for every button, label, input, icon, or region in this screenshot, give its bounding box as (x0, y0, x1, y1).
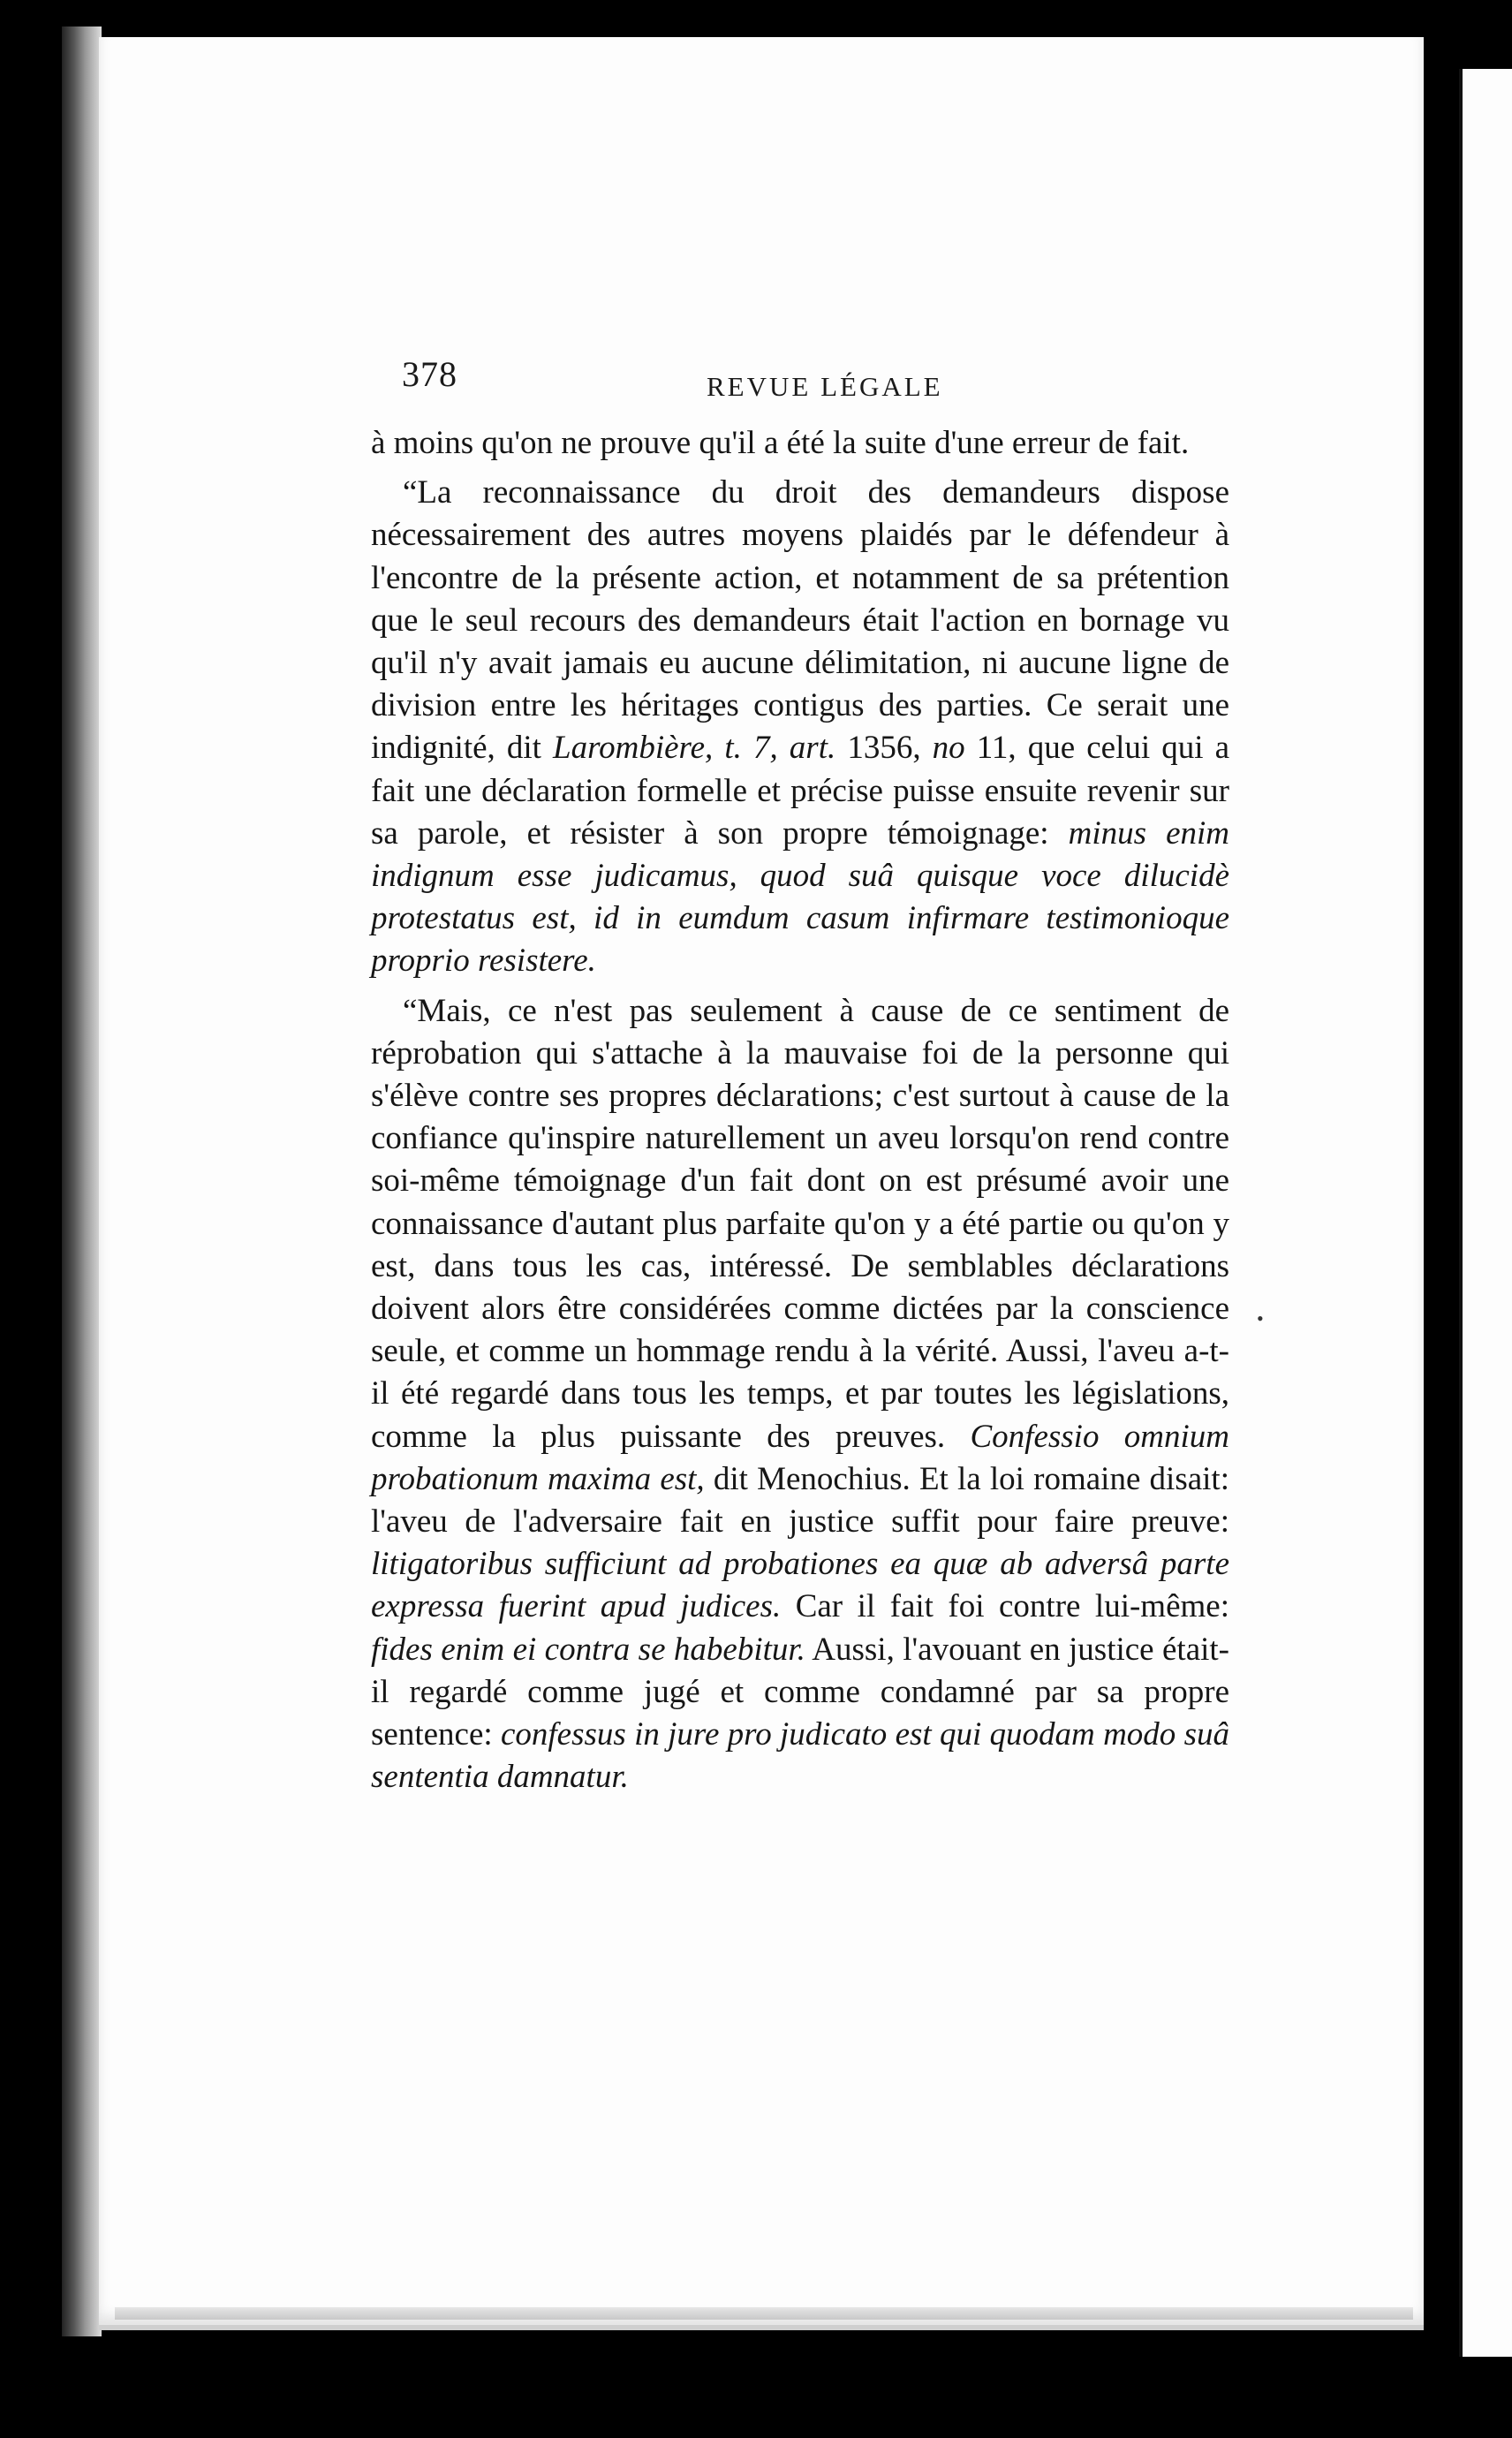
page-bottom-shadow (115, 2307, 1413, 2320)
italic-segment: Larombière, t. 7, art. (553, 730, 836, 767)
text-segment: Aussi, l'avouant en justice était-il regardé comme jugé et comme condamné par sa propre sentence: (371, 1631, 1229, 1753)
paragraph (371, 472, 1229, 982)
italic-segment: minus enim indignum esse judicamus, quod suâ quisque voce dilucidè protestatus est, id in eumdum casum infirmare testimonioque proprio resistere. (371, 814, 1229, 980)
body-text (371, 422, 1229, 1799)
italic-segment: fides enim ei contra se habebitur. (371, 1631, 805, 1668)
running-head: REVUE LÉGALE (707, 371, 943, 402)
text-segment: à moins qu'on ne prouve qu'il a été la suite d'une erreur de fait. (371, 425, 1190, 461)
text-segment: “La reconnaissance du droit des demandeurs dispose nécessairement des autres moyens plaidés par le défendeur à l'encontre de la présente action, et notamment de sa prétention que le seul recours des demandeurs était l'action en bornage vu qu'il n'y avait jamais eu aucune délimitation, ni aucune ligne de division entre les héritages contigus des parties. Ce serait une indignité, dit (371, 474, 1229, 767)
italic-segment: confessus in jure pro judicato est qui quodam modo suâ sententia damnatur. (371, 1716, 1229, 1796)
facing-page-edge (1459, 69, 1512, 2357)
page-number: 378 (402, 354, 457, 394)
text-segment: 1356, (835, 730, 933, 767)
book-binding-edge (62, 26, 102, 2336)
text-segment: Car il fait foi contre lui-même: (781, 1588, 1229, 1625)
italic-segment: no (932, 730, 965, 767)
text-segment: “Mais, ce n'est pas seulement à cause de ce sentiment de réprobation qui s'attache à la mauvaise foi de la personne qui s'élève contre ses propres déclarations; c'est surtout à cause de la confiance qu'inspire naturellement un aveu lorsqu'on rend contre soi-même témoignage d'un fait dont on est présumé avoir une connaissance d'autant plus parfaite qu'on y a été partie ou qu'on y est, dans tous les cas, intéressé. De semblables déclarations doivent alors être considérées comme dictées par la conscience seule, et comme un hommage rendu à la vérité. Aussi, l'aveu a-t-il été regardé dans tous les temps, et par toutes les législations, comme la plus puissante des preuves. (371, 992, 1229, 1455)
margin-mark: • (1257, 1307, 1264, 1329)
italic-segment: litigatoribus sufficiunt ad probationes ea quæ ab adversâ parte expressa fuerint apud judices. (371, 1546, 1229, 1625)
italic-segment: Confessio omnium probationum maxima est, (371, 1418, 1229, 1497)
text-segment: 11, que celui qui a fait une déclaration formelle et précise puisse ensuite revenir sur sa parole, et résister à son propre témoignage: (371, 730, 1230, 852)
text-segment: dit Menochius. Et la loi romaine disait: l'aveu de l'adversaire fait en justice suffit pour faire preuve: (371, 1460, 1229, 1541)
paragraph (371, 422, 1229, 465)
paragraph (371, 990, 1229, 1799)
